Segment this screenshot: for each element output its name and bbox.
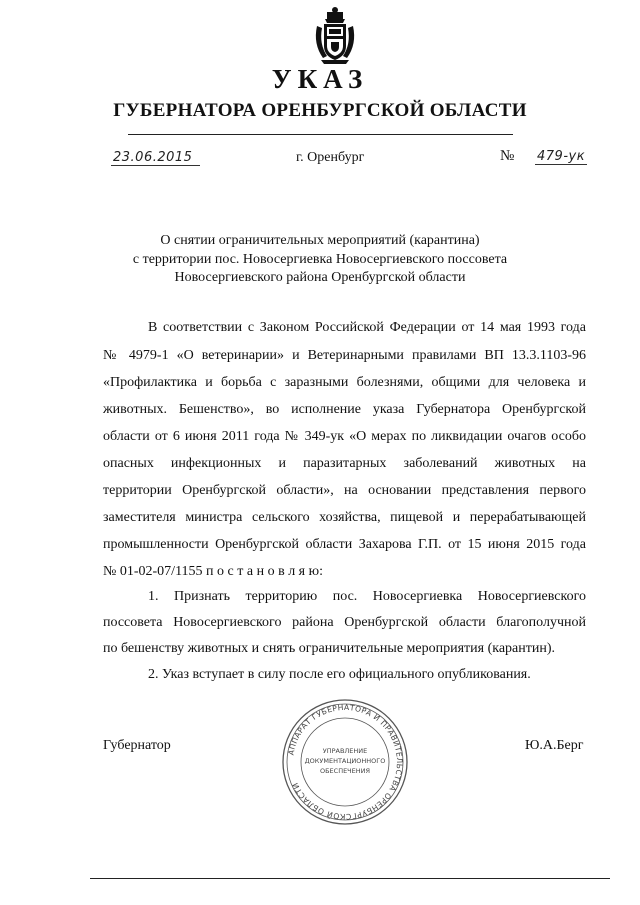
preamble-line: области от 6 июня 2011 года № 349-ук «О мерах по ликвидации очагов особо	[103, 429, 586, 444]
place-of-issue: г. Оренбург	[296, 150, 365, 165]
preamble-line: опасных инфекционных и паразитарных заболеваний животных на	[103, 456, 586, 471]
preamble-line: В соответствии с Законом Российской Федерации от 14 мая 1993 года	[148, 320, 586, 335]
preamble-line: животных. Бешенство», во исполнение указа Губернатора Оренбургской	[103, 402, 586, 417]
handwritten-date: 23.06.2015	[111, 150, 200, 166]
item-line: по бешенству животных и снять ограничительные мероприятия (карантин).	[103, 641, 556, 656]
handwritten-document-number: 479-ук	[537, 149, 586, 164]
stamp-center-line: ДОКУМЕНТАЦИОННОГО	[304, 757, 386, 765]
document-subtitle: ГУБЕРНАТОРА ОРЕНБУРГСКОЙ ОБЛАСТИ	[113, 100, 527, 121]
preamble-line: № 01-02-07/1155 п о с т а н о в л я ю:	[103, 564, 323, 579]
preamble-line: № 4979-1 «О ветеринарии» и Ветеринарными правилами ВП 13.3.1103-96	[103, 348, 586, 363]
bottom-divider	[90, 878, 610, 879]
document-title: УКАЗ	[271, 64, 369, 94]
preamble-line: промышленности Оренбургской области Захарова Г.П. от 15 июня 2015 года	[103, 537, 586, 552]
stamp-ring-text: АППАРАТ ГУБЕРНАТОРА И ПРАВИТЕЛЬСТВА ОРЕНБУРГСКОЙ ОБЛАСТИ	[286, 702, 405, 822]
preamble-line: территории Оренбургской области», на основании представления первого	[103, 483, 586, 498]
decree-subject	[100, 232, 540, 288]
official-stamp	[280, 697, 410, 827]
preamble-line: «Профилактика и борьба с заразными болезнями, общими для человека и	[103, 375, 586, 390]
number-sign: №	[500, 148, 515, 164]
header-divider	[128, 134, 513, 135]
decree-item-2: 2. Указ вступает в силу после его официального опубликования.	[148, 667, 531, 682]
subject-line: Новосергиевского района Оренбургской области	[174, 270, 466, 285]
subject-line: О снятии ограничительных мероприятий (карантина)	[160, 233, 480, 248]
preamble-line: заместителя министра сельского хозяйства, пищевой и перерабатывающей	[103, 510, 586, 525]
coat-of-arms-emblem	[313, 6, 357, 64]
stamp-center-line: УПРАВЛЕНИЕ	[322, 747, 368, 755]
stamp-center-line: ОБЕСПЕЧЕНИЯ	[319, 767, 371, 775]
item-line: поссовета Новосергиевского района Оренбургской области благополучной	[103, 615, 586, 630]
subject-line: с территории пос. Новосергиевка Новосергиевского поссовета	[132, 251, 508, 267]
signatory-name: Ю.А.Берг	[525, 738, 584, 753]
item-line: 1. Признать территорию пос. Новосергиевка Новосергиевского	[148, 589, 586, 604]
signatory-position: Губернатор	[103, 738, 171, 753]
